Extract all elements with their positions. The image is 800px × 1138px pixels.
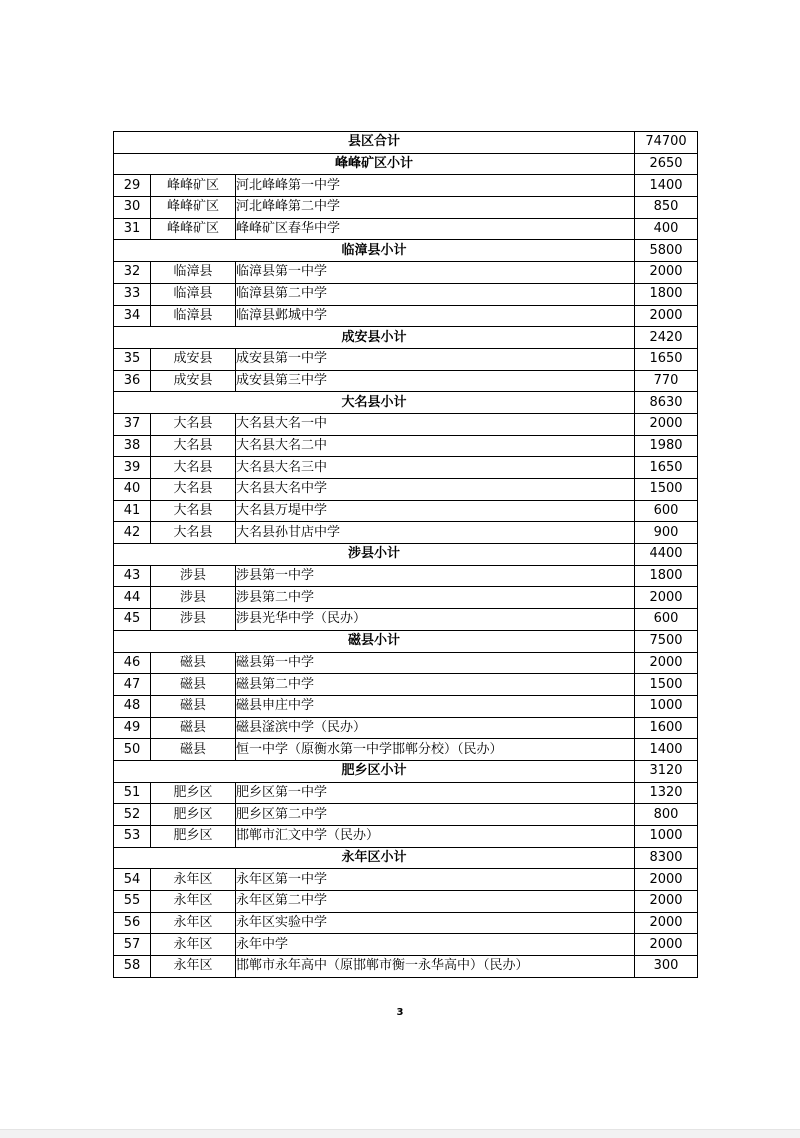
school-name: 临漳县第一中学 bbox=[236, 262, 635, 284]
row-number: 52 bbox=[114, 804, 151, 826]
row-number: 39 bbox=[114, 457, 151, 479]
table-row bbox=[114, 500, 698, 522]
enrollment-count: 1320 bbox=[635, 782, 698, 804]
enrollment-count: 1800 bbox=[635, 283, 698, 305]
school-name: 河北峰峰第一中学 bbox=[236, 175, 635, 197]
enrollment-count: 2000 bbox=[635, 413, 698, 435]
row-number: 51 bbox=[114, 782, 151, 804]
school-name: 邯郸市汇文中学（民办） bbox=[236, 826, 635, 848]
school-name: 涉县第一中学 bbox=[236, 565, 635, 587]
table-body bbox=[114, 132, 698, 978]
row-number: 55 bbox=[114, 891, 151, 913]
enrollment-count: 1600 bbox=[635, 717, 698, 739]
county-name: 临漳县 bbox=[151, 262, 236, 284]
row-number: 38 bbox=[114, 435, 151, 457]
school-name: 涉县光华中学（民办） bbox=[236, 609, 635, 631]
row-number: 47 bbox=[114, 674, 151, 696]
school-name: 河北峰峰第二中学 bbox=[236, 197, 635, 219]
enrollment-count: 1500 bbox=[635, 674, 698, 696]
row-number: 35 bbox=[114, 348, 151, 370]
row-number: 43 bbox=[114, 565, 151, 587]
school-name: 肥乡区第一中学 bbox=[236, 782, 635, 804]
county-name: 成安县 bbox=[151, 370, 236, 392]
school-name: 磁县申庄中学 bbox=[236, 695, 635, 717]
subtotal-row bbox=[114, 240, 698, 262]
subtotal-label: 临漳县小计 bbox=[114, 240, 635, 262]
school-name: 永年区实验中学 bbox=[236, 912, 635, 934]
school-name: 大名县大名三中 bbox=[236, 457, 635, 479]
table-row bbox=[114, 695, 698, 717]
subtotal-count: 5800 bbox=[635, 240, 698, 262]
table-row bbox=[114, 565, 698, 587]
table-row bbox=[114, 175, 698, 197]
table-row bbox=[114, 956, 698, 978]
county-name: 峰峰矿区 bbox=[151, 218, 236, 240]
row-number: 45 bbox=[114, 609, 151, 631]
subtotal-row bbox=[114, 544, 698, 566]
subtotal-label: 成安县小计 bbox=[114, 327, 635, 349]
subtotal-count: 3120 bbox=[635, 760, 698, 782]
row-number: 41 bbox=[114, 500, 151, 522]
school-name: 大名县万堤中学 bbox=[236, 500, 635, 522]
school-name: 恒一中学（原衡水第一中学邯郸分校）（民办） bbox=[236, 739, 635, 761]
table-row bbox=[114, 457, 698, 479]
table-row bbox=[114, 609, 698, 631]
school-name: 大名县大名一中 bbox=[236, 413, 635, 435]
subtotal-row bbox=[114, 760, 698, 782]
page-number: 3 bbox=[396, 1007, 404, 1018]
table-row bbox=[114, 782, 698, 804]
school-name: 邯郸市永年高中（原邯郸市衡一永华高中）（民办） bbox=[236, 956, 635, 978]
table-row bbox=[114, 869, 698, 891]
table-row bbox=[114, 674, 698, 696]
school-name: 永年中学 bbox=[236, 934, 635, 956]
enrollment-count: 1650 bbox=[635, 457, 698, 479]
enrollment-count: 1980 bbox=[635, 435, 698, 457]
table-row bbox=[114, 197, 698, 219]
enrollment-count: 1400 bbox=[635, 175, 698, 197]
subtotal-label: 涉县小计 bbox=[114, 544, 635, 566]
table-row bbox=[114, 934, 698, 956]
subtotal-count: 7500 bbox=[635, 630, 698, 652]
row-number: 49 bbox=[114, 717, 151, 739]
enrollment-count: 2000 bbox=[635, 262, 698, 284]
county-name: 永年区 bbox=[151, 956, 236, 978]
row-number: 42 bbox=[114, 522, 151, 544]
county-name: 大名县 bbox=[151, 500, 236, 522]
row-number: 54 bbox=[114, 869, 151, 891]
county-name: 永年区 bbox=[151, 869, 236, 891]
county-name: 大名县 bbox=[151, 413, 236, 435]
school-name: 临漳县邺城中学 bbox=[236, 305, 635, 327]
county-name: 磁县 bbox=[151, 739, 236, 761]
subtotal-label: 磁县小计 bbox=[114, 630, 635, 652]
enrollment-count: 2000 bbox=[635, 869, 698, 891]
enrollment-count: 770 bbox=[635, 370, 698, 392]
table-row bbox=[114, 739, 698, 761]
county-name: 涉县 bbox=[151, 587, 236, 609]
subtotal-count: 4400 bbox=[635, 544, 698, 566]
subtotal-row bbox=[114, 392, 698, 414]
enrollment-count: 2000 bbox=[635, 891, 698, 913]
enrollment-table bbox=[113, 131, 698, 978]
subtotal-label: 肥乡区小计 bbox=[114, 760, 635, 782]
county-name: 大名县 bbox=[151, 457, 236, 479]
enrollment-count: 2000 bbox=[635, 934, 698, 956]
total-count: 74700 bbox=[635, 132, 698, 154]
county-name: 临漳县 bbox=[151, 283, 236, 305]
school-name: 峰峰矿区春华中学 bbox=[236, 218, 635, 240]
table-row bbox=[114, 587, 698, 609]
county-name: 永年区 bbox=[151, 891, 236, 913]
school-name: 成安县第三中学 bbox=[236, 370, 635, 392]
row-number: 32 bbox=[114, 262, 151, 284]
county-name: 肥乡区 bbox=[151, 782, 236, 804]
subtotal-count: 2420 bbox=[635, 327, 698, 349]
enrollment-count: 1000 bbox=[635, 826, 698, 848]
subtotal-row bbox=[114, 630, 698, 652]
row-number: 56 bbox=[114, 912, 151, 934]
table-row bbox=[114, 479, 698, 501]
school-name: 肥乡区第二中学 bbox=[236, 804, 635, 826]
school-name: 临漳县第二中学 bbox=[236, 283, 635, 305]
county-name: 永年区 bbox=[151, 934, 236, 956]
county-name: 临漳县 bbox=[151, 305, 236, 327]
county-name: 峰峰矿区 bbox=[151, 175, 236, 197]
table-row bbox=[114, 435, 698, 457]
county-name: 大名县 bbox=[151, 522, 236, 544]
county-name: 涉县 bbox=[151, 609, 236, 631]
county-name: 峰峰矿区 bbox=[151, 197, 236, 219]
row-number: 40 bbox=[114, 479, 151, 501]
enrollment-count: 600 bbox=[635, 609, 698, 631]
subtotal-count: 2650 bbox=[635, 153, 698, 175]
row-number: 31 bbox=[114, 218, 151, 240]
subtotal-count: 8630 bbox=[635, 392, 698, 414]
school-name: 涉县第二中学 bbox=[236, 587, 635, 609]
table-row bbox=[114, 305, 698, 327]
school-name: 大名县大名中学 bbox=[236, 479, 635, 501]
row-number: 34 bbox=[114, 305, 151, 327]
table-row bbox=[114, 652, 698, 674]
table-row bbox=[114, 262, 698, 284]
county-name: 磁县 bbox=[151, 652, 236, 674]
subtotal-row bbox=[114, 847, 698, 869]
subtotal-row bbox=[114, 327, 698, 349]
enrollment-count: 850 bbox=[635, 197, 698, 219]
county-name: 大名县 bbox=[151, 479, 236, 501]
school-name: 永年区第二中学 bbox=[236, 891, 635, 913]
school-name: 磁县第二中学 bbox=[236, 674, 635, 696]
enrollment-count: 1400 bbox=[635, 739, 698, 761]
table-row bbox=[114, 717, 698, 739]
table-row bbox=[114, 218, 698, 240]
county-name: 肥乡区 bbox=[151, 826, 236, 848]
subtotal-label: 峰峰矿区小计 bbox=[114, 153, 635, 175]
enrollment-count: 900 bbox=[635, 522, 698, 544]
row-number: 53 bbox=[114, 826, 151, 848]
total-row bbox=[114, 132, 698, 154]
enrollment-count: 400 bbox=[635, 218, 698, 240]
school-name: 磁县第一中学 bbox=[236, 652, 635, 674]
row-number: 36 bbox=[114, 370, 151, 392]
row-number: 48 bbox=[114, 695, 151, 717]
total-label: 县区合计 bbox=[114, 132, 635, 154]
row-number: 37 bbox=[114, 413, 151, 435]
enrollment-count: 2000 bbox=[635, 305, 698, 327]
row-number: 50 bbox=[114, 739, 151, 761]
row-number: 57 bbox=[114, 934, 151, 956]
subtotal-label: 永年区小计 bbox=[114, 847, 635, 869]
enrollment-count: 1500 bbox=[635, 479, 698, 501]
enrollment-count: 800 bbox=[635, 804, 698, 826]
table-row bbox=[114, 370, 698, 392]
table-row bbox=[114, 413, 698, 435]
table-row bbox=[114, 891, 698, 913]
subtotal-label: 大名县小计 bbox=[114, 392, 635, 414]
enrollment-count: 300 bbox=[635, 956, 698, 978]
county-name: 磁县 bbox=[151, 717, 236, 739]
enrollment-count: 2000 bbox=[635, 587, 698, 609]
row-number: 58 bbox=[114, 956, 151, 978]
county-name: 成安县 bbox=[151, 348, 236, 370]
subtotal-row bbox=[114, 153, 698, 175]
row-number: 29 bbox=[114, 175, 151, 197]
table-row bbox=[114, 283, 698, 305]
county-name: 磁县 bbox=[151, 695, 236, 717]
row-number: 44 bbox=[114, 587, 151, 609]
table-row bbox=[114, 522, 698, 544]
enrollment-count: 2000 bbox=[635, 652, 698, 674]
school-name: 大名县孙甘店中学 bbox=[236, 522, 635, 544]
row-number: 46 bbox=[114, 652, 151, 674]
subtotal-count: 8300 bbox=[635, 847, 698, 869]
table-row bbox=[114, 804, 698, 826]
school-name: 大名县大名二中 bbox=[236, 435, 635, 457]
table-row bbox=[114, 826, 698, 848]
enrollment-count: 2000 bbox=[635, 912, 698, 934]
enrollment-count: 600 bbox=[635, 500, 698, 522]
enrollment-count: 1800 bbox=[635, 565, 698, 587]
county-name: 永年区 bbox=[151, 912, 236, 934]
county-name: 肥乡区 bbox=[151, 804, 236, 826]
county-name: 涉县 bbox=[151, 565, 236, 587]
school-name: 磁县滏滨中学（民办） bbox=[236, 717, 635, 739]
row-number: 33 bbox=[114, 283, 151, 305]
county-name: 大名县 bbox=[151, 435, 236, 457]
school-name: 成安县第一中学 bbox=[236, 348, 635, 370]
county-name: 磁县 bbox=[151, 674, 236, 696]
table-row bbox=[114, 912, 698, 934]
enrollment-count: 1650 bbox=[635, 348, 698, 370]
table-row bbox=[114, 348, 698, 370]
row-number: 30 bbox=[114, 197, 151, 219]
enrollment-count: 1000 bbox=[635, 695, 698, 717]
school-name: 永年区第一中学 bbox=[236, 869, 635, 891]
